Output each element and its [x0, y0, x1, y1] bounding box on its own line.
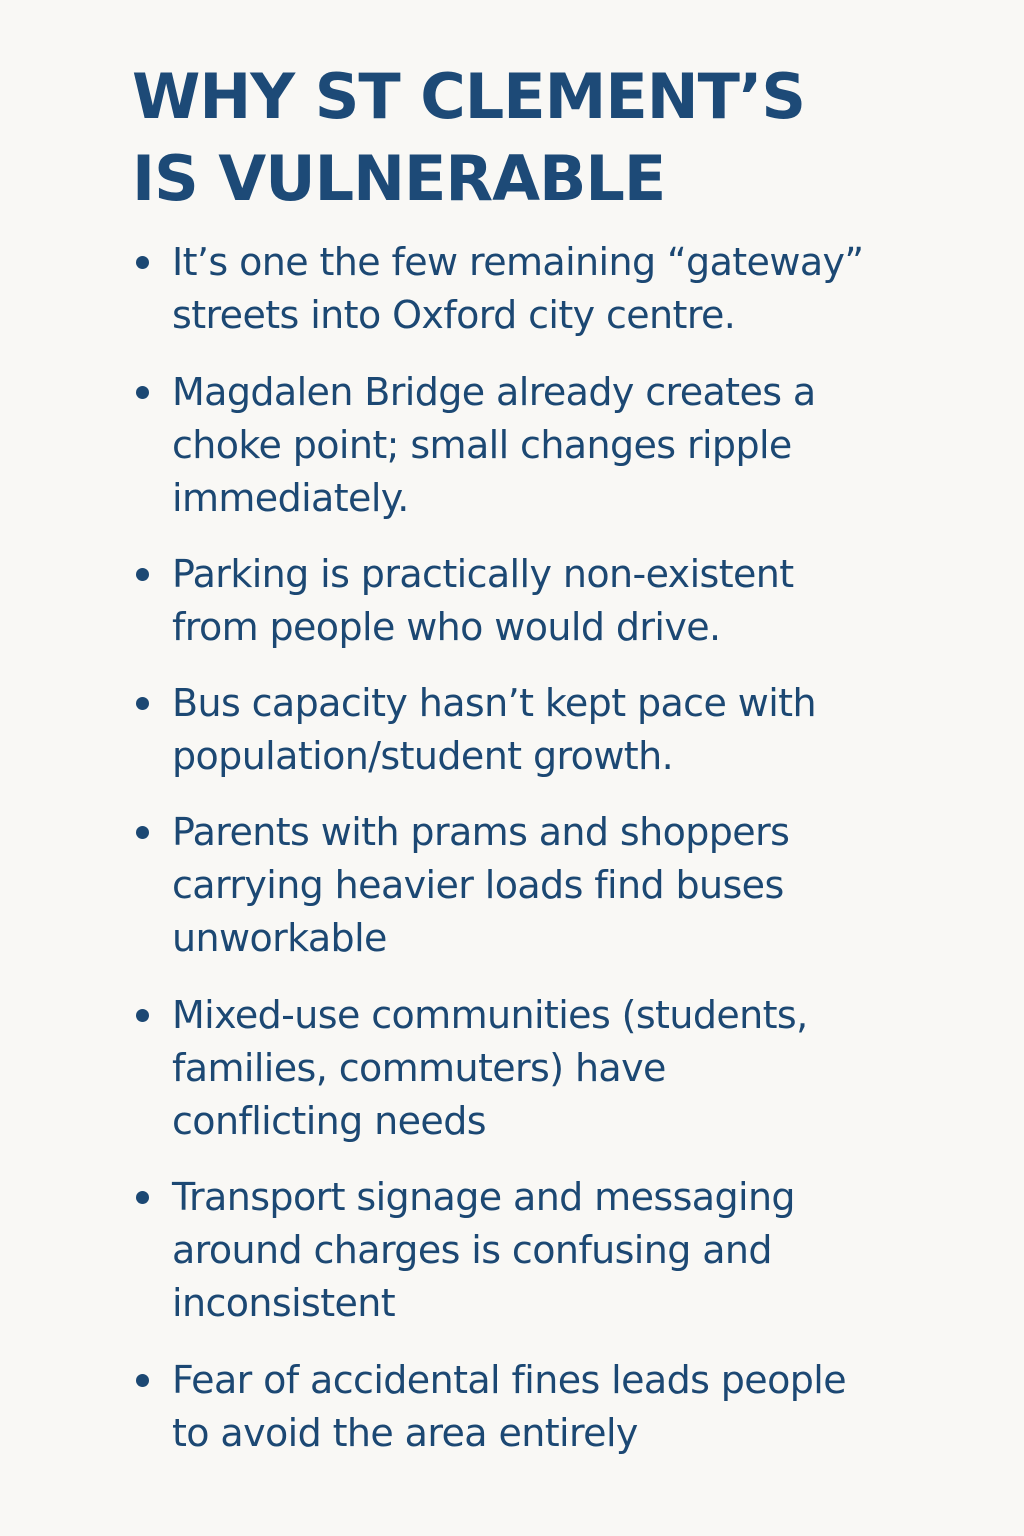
bullet-line: Fear of accidental fines leads people [172, 1358, 846, 1402]
bullet-text [172, 366, 892, 525]
bullet-icon [136, 386, 149, 399]
bullet-line: It’s one the few remaining “gateway” [172, 240, 864, 284]
bullet-line: Bus capacity hasn’t kept pace with [172, 681, 816, 725]
bullet-icon [136, 256, 149, 269]
bullet-text [172, 236, 892, 342]
title-line-1: WHY ST CLEMENT’S [132, 60, 806, 133]
bullet-text [172, 548, 892, 654]
bullet-line: Mixed-use communities (students, [172, 993, 808, 1037]
page-title [132, 56, 952, 220]
bullet-line: conflicting needs [172, 1099, 486, 1143]
bullet-icon [136, 826, 149, 839]
bullet-text [172, 989, 892, 1148]
bullet-line: population/student growth. [172, 734, 674, 778]
bullet-line: families, commuters) have [172, 1046, 666, 1090]
bullet-line: inconsistent [172, 1281, 396, 1325]
bullet-line: choke point; small changes ripple [172, 423, 792, 467]
bullet-icon [136, 1374, 149, 1387]
bullet-line: immediately. [172, 476, 409, 520]
bullet-icon [136, 1191, 149, 1204]
bullet-line: to avoid the area entirely [172, 1411, 638, 1455]
bullet-icon [136, 697, 149, 710]
bullet-line: streets into Oxford city centre. [172, 293, 736, 337]
bullet-line: Parents with prams and shoppers [172, 810, 790, 854]
bullet-line: carrying heavier loads find buses [172, 863, 784, 907]
bullet-line: from people who would drive. [172, 605, 721, 649]
bullet-text [172, 1171, 892, 1330]
bullet-line: unworkable [172, 916, 387, 960]
bullet-text [172, 806, 892, 965]
bullet-line: around charges is confusing and [172, 1228, 772, 1272]
bullet-line: Magdalen Bridge already creates a [172, 370, 816, 414]
bullet-line: Transport signage and messaging [172, 1175, 795, 1219]
bullet-text [172, 677, 892, 783]
bullet-icon [136, 568, 149, 581]
bullet-line: Parking is practically non-existent [172, 552, 794, 596]
bullet-icon [136, 1009, 149, 1022]
title-line-2: IS VULNERABLE [132, 142, 666, 215]
bullet-text [172, 1354, 892, 1460]
